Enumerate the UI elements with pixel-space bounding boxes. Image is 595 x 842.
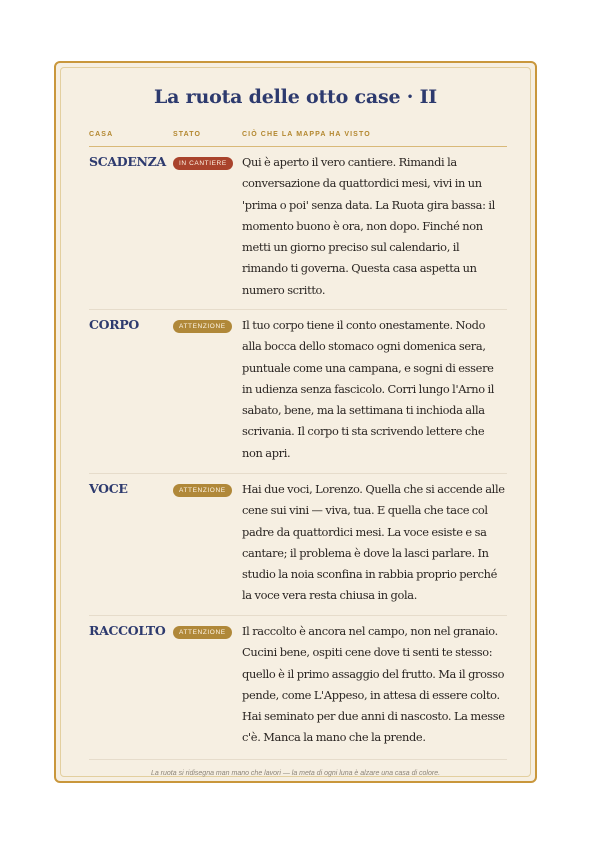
row-text: Il tuo corpo tiene il conto onestamente. Nodo alla bocca dello stomaco ogni domenica sera, puntuale come una campana, e sogni di essere in udienza senza fascicolo. Corri lungo l'Arno il sabato, bene, ma la settimana ti inchioda alla scrivania. Il corpo ti sta scrivendo lettere che non apri.: [242, 318, 495, 460]
table-row-scadenza: [89, 147, 507, 310]
row-text: Hai due voci, Lorenzo. Quella che si accende alle cene sui vini — viva, tua. E quella che tace col padre da quattordici mesi. La voce esiste e sa cantare; il problema è dove la lasci parlare. In studio la noia sconfina in rabbia proprio perché la voce vera resta chiusa in gola.: [242, 482, 505, 603]
row-divider: [89, 759, 507, 760]
status-badge: ATTENZIONE: [173, 484, 232, 497]
status-badge: ATTENZIONE: [173, 626, 232, 639]
casa-label: RACCOLTO: [89, 623, 166, 638]
table-row-corpo: [89, 310, 507, 474]
column-header-visto: CIÒ CHE LA MAPPA HA VISTO: [242, 131, 371, 138]
casa-label: SCADENZA: [89, 154, 166, 169]
column-header-stato: STATO: [173, 131, 202, 138]
row-text: Qui è aperto il vero cantiere. Rimandi la conversazione da quattordici mesi, vivi in un 'prima o poi' senza data. La Ruota gira bassa: il momento buono è ora, non dopo. Finché non metti un giorno preciso sul calendario, il rimando ti governa. Questa casa aspetta un numero scritto.: [242, 155, 495, 297]
row-text: Il raccolto è ancora nel campo, non nel granaio. Cucini bene, ospiti cene dove ti senti te stesso: quello è il primo assaggio del frutto. Ma il grosso pende, come L'Appeso, in attesa di essere colto. Hai seminato per due anni di nascosto. La messe c'è. Manca la mano che la prende.: [242, 624, 505, 745]
status-badge: ATTENZIONE: [173, 320, 232, 333]
footer-note: La ruota si ridisegna man mano che lavori — la meta di ogni luna è alzare una casa di colore.: [150, 770, 441, 777]
card-title: La ruota delle otto case · II: [154, 86, 437, 108]
table-row-raccolto: [89, 616, 507, 760]
column-header-casa: CASA: [89, 131, 114, 138]
wheel-card: [54, 61, 537, 783]
casa-label: CORPO: [89, 317, 140, 332]
table-row-voce: [89, 474, 507, 616]
casa-label: VOCE: [89, 481, 128, 496]
status-badge: IN CANTIERE: [173, 157, 233, 170]
